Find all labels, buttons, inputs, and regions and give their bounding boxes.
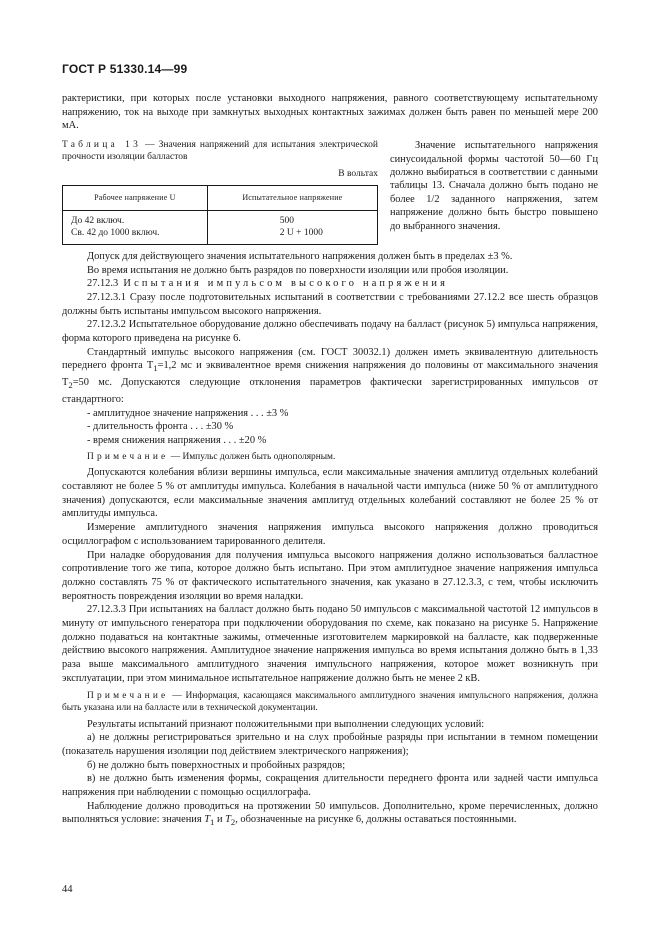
table-header-row: [63, 185, 378, 210]
table-caption-label: Таблица 13: [62, 140, 142, 151]
subscript: 2: [68, 380, 73, 391]
text-span: и: [214, 814, 226, 826]
paragraph-tolerance: Допуск для действующего значения испытательного напряжения должен быть в пределах ±3 %.: [87, 250, 513, 262]
page: [62, 62, 598, 830]
deviation-list: [62, 407, 598, 448]
section-number: 27.12.3: [87, 278, 119, 290]
table-row: [63, 210, 378, 244]
list-item: а) не должны регистрироваться зрительно и на слух пробойные разряды при испытании в темном помещении (показатель нарушения изоляции под действием электрического напряжения);: [62, 732, 598, 757]
symbol-t: T: [204, 814, 211, 826]
text-span: =50 мс. Допускаются следующие отклонения параметров фактически зарегистрированных импульсов от стандартного:: [62, 377, 598, 405]
text-span: Стандартный импульс высокого напряжения (см. ГОСТ 30032.1) должен иметь эквивалентную длительность переднего фронта T: [62, 346, 598, 372]
intro-paragraph: рактеристики, при которых после установки выходного напряжения, равного соответствующему испытательному напряжению, ток на выходе при замкнутых выходных контактных зажимах должен быть равен по меньшей мере 200 мА.: [62, 93, 598, 132]
side-text: Значение испытательного напряжения синусоидальной формы частотой 50—60 Гц должно выбираться в соответствии с данными таблицы 13. Сначала должно быть подано не более 1/2 заданного напряжения, затем напряжение должно быть быстро повышено до выбранного значения.: [390, 140, 598, 232]
note-1: [62, 451, 598, 464]
paragraph-27-12-3-2: 27.12.3.2 Испытательное оборудование должно обеспечивать подачу на балласт (рисунок 5) импульса напряжения, форма которого приведена на рисунке 6.: [62, 319, 598, 345]
text-span: =1,2 мс и эквивалентное время снижения напряжения до половины от максимального значения T: [62, 360, 598, 389]
table-section: [62, 139, 598, 245]
list-item: - время снижения напряжения . . . ±20 %: [87, 435, 267, 447]
table-cell: [207, 210, 377, 244]
text-span: Наблюдение должно проводиться на протяжении 50 импульсов. Дополнительно, кроме перечисленных, должно выполняться условие: значения: [62, 800, 598, 826]
voltage-table: [62, 185, 378, 245]
paragraph-observation: [62, 800, 598, 830]
row-2-test: 2 U + 1000: [279, 228, 323, 239]
table-cell: [63, 210, 208, 244]
note-text: — Импульс должен быть однополярным.: [168, 451, 336, 462]
subscript: 1: [210, 817, 215, 828]
paragraph-no-discharge: Во время испытания не должно быть разрядов по поверхности изоляции или пробоя изоляции.: [87, 264, 509, 276]
table-caption: [62, 139, 378, 163]
conditions-list: [62, 731, 598, 800]
section-title: Испытания импульсом высокого напряжения: [123, 278, 449, 290]
paragraph-27-12-3-3: 27.12.3.3 При испытаниях на балласт должно быть подано 50 импульсов с максимальной частотой 12 импульсов в минуту от импульсного генератора при подключении оборудования по схеме, как показано на рисунке 5. Напряжение должно подаваться на контактные зажимы, отмеченные изготовителем маркировкой на балласте, как подверженные действию высокого напряжения. Амплитудное значение напряжения импульса во время испытания должно быть в 1,33 раза выше максимального амплитудного значения импульсного напряжения, которое может возникнуть при эксплуатации, при этом минимальное испытательное напряжение должно быть не менее 2 кВ.: [62, 604, 598, 684]
page-number: 44: [62, 884, 73, 895]
note-2: [62, 690, 598, 715]
doc-header: ГОСТ Р 51330.14—99: [62, 62, 188, 76]
paragraph-27-12-3-1: 27.12.3.1 Сразу после подготовительных испытаний в соответствии с требованиями 27.12.2 все шесть образцов должны быть испытаны импульсом высокого напряжения.: [62, 291, 598, 317]
paragraph-oscillations: Допускаются колебания вблизи вершины импульса, если максимальные значения амплитуд отдельных колебаний составляют не более 5 % от амплитуды импульса. Колебания в начальной части импульса (ниже 50 % от амплитудного значения) допускаются, если максимальные значения амплитуд отдельных колебаний составляют не более 25 % от амплитуды импульса.: [62, 467, 598, 520]
row-1-voltage: До 42 включ.: [71, 215, 125, 226]
row-1-test: 500: [279, 215, 294, 226]
note-label: Примечание: [87, 451, 169, 462]
row-2-voltage: Св. 42 до 1000 включ.: [71, 228, 160, 239]
paragraph-standard-impulse: [62, 346, 598, 407]
list-item: - длительность фронта . . . ±30 %: [87, 421, 234, 433]
note-text: — Информация, касающаяся максимального амплитудного значения импульсного напряжения, должна быть указана или на балласте или в технической документации.: [62, 690, 598, 714]
paragraph-results: Результаты испытаний признают положительными при выполнении следующих условий:: [87, 718, 485, 730]
col-header-working-voltage: Рабочее напряжение U: [63, 185, 208, 210]
list-item: - амплитудное значение напряжения . . . ±3 %: [87, 407, 289, 419]
note-label: Примечание: [87, 690, 169, 701]
section-heading: [62, 277, 598, 291]
list-item: в) не должно быть изменения формы, сокращения длительности переднего фронта или задней части импульса напряжения при наблюдении с помощью осциллографа.: [62, 773, 598, 799]
side-text-block: [390, 139, 598, 245]
subscript: 1: [153, 363, 158, 374]
symbol-t: T: [225, 814, 231, 826]
paragraph-measurement: Измерение амплитудного значения напряжения импульса высокого напряжения должно проводиться осциллографом с использованием тарированного делителя.: [62, 522, 598, 547]
subscript: 2: [230, 817, 236, 828]
table-block: [62, 139, 378, 245]
col-header-test-voltage: Испытательное напряжение: [207, 185, 377, 210]
paragraph-setup: При наладке оборудования для получения импульса высокого напряжения должно использоваться балластное сопротивление того же типа, которое должно быть испытано. При этом амплитудное значение напряжения импульса должно составлять 75 % от фактического испытательного значения, как указано в 27.12.3.3, с тем, чтобы исключить вероятность повреждения изоляции во время наладки.: [62, 549, 598, 602]
text-span: , обозначенные на рисунке 6, должны оставаться постоянными.: [235, 814, 517, 826]
list-item: б) не должно быть поверхностных и пробойных разрядов;: [87, 759, 346, 771]
table-caption-text: — Значения напряжений для испытания электрической прочности изоляции балластов: [62, 140, 378, 163]
table-unit: В вольтах: [338, 169, 378, 180]
